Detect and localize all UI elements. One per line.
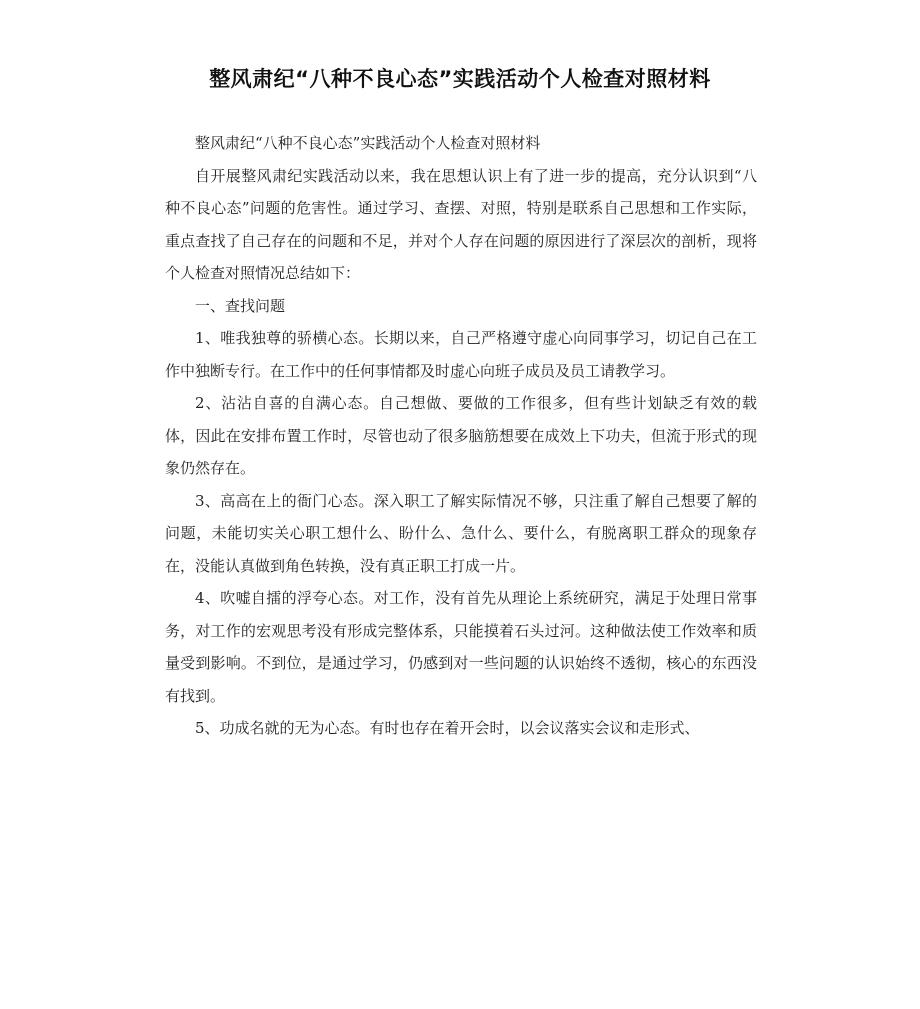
document-body	[165, 127, 757, 745]
paragraph-item-1: 1、唯我独尊的骄横心态。长期以来，自己严格遵守虚心向同事学习，切记自己在工作中独断专行。在工作中的任何事情都及时虚心向班子成员及员工请教学习。	[165, 329, 757, 380]
paragraph-subtitle: 整风肃纪“八种不良心态”实践活动个人检查对照材料	[195, 134, 541, 152]
paragraph-intro: 自开展整风肃纪实践活动以来，我在思想认识上有了进一步的提高，充分认识到“八种不良心态”问题的危害性。通过学习、查摆、对照，特别是联系自己思想和工作实际，重点查找了自己存在的问题和不足，并对个人存在问题的原因进行了深层次的剖析，现将个人检查对照情况总结如下：	[165, 166, 757, 282]
paragraph-item-3: 3、高高在上的衙门心态。深入职工了解实际情况不够，只注重了解自己想要了解的问题，未能切实关心职工想什么、盼什么、急什么、要什么，有脱离职工群众的现象存在，没能认真做到角色转换，没有真正职工打成一片。	[165, 491, 757, 575]
section-heading: 一、查找问题	[195, 296, 286, 315]
document-title: 整风肃纪“八种不良心态”实践活动个人检查对照材料	[209, 67, 711, 91]
paragraph-item-2: 2、沾沾自喜的自满心态。自己想做、要做的工作很多，但有些计划缺乏有效的载体，因此在安排布置工作时，尽管也动了很多脑筋想要在成效上下功夫，但流于形式的现象仍然存在。	[165, 394, 757, 477]
paragraph-item-5: 5、功成名就的无为心态。有时也存在着开会时，以会议落实会议和走形式、	[195, 719, 700, 737]
paragraph-item-4: 4、吹嘘自擂的浮夸心态。对工作，没有首先从理论上系统研究，满足于处理日常事务，对工作的宏观思考没有形成完整体系，只能摸着石头过河。这种做法使工作效率和质量受到影响。不到位，是通过学习，仍感到对一些问题的认识始终不透彻，核心的东西没有找到。	[165, 589, 757, 705]
